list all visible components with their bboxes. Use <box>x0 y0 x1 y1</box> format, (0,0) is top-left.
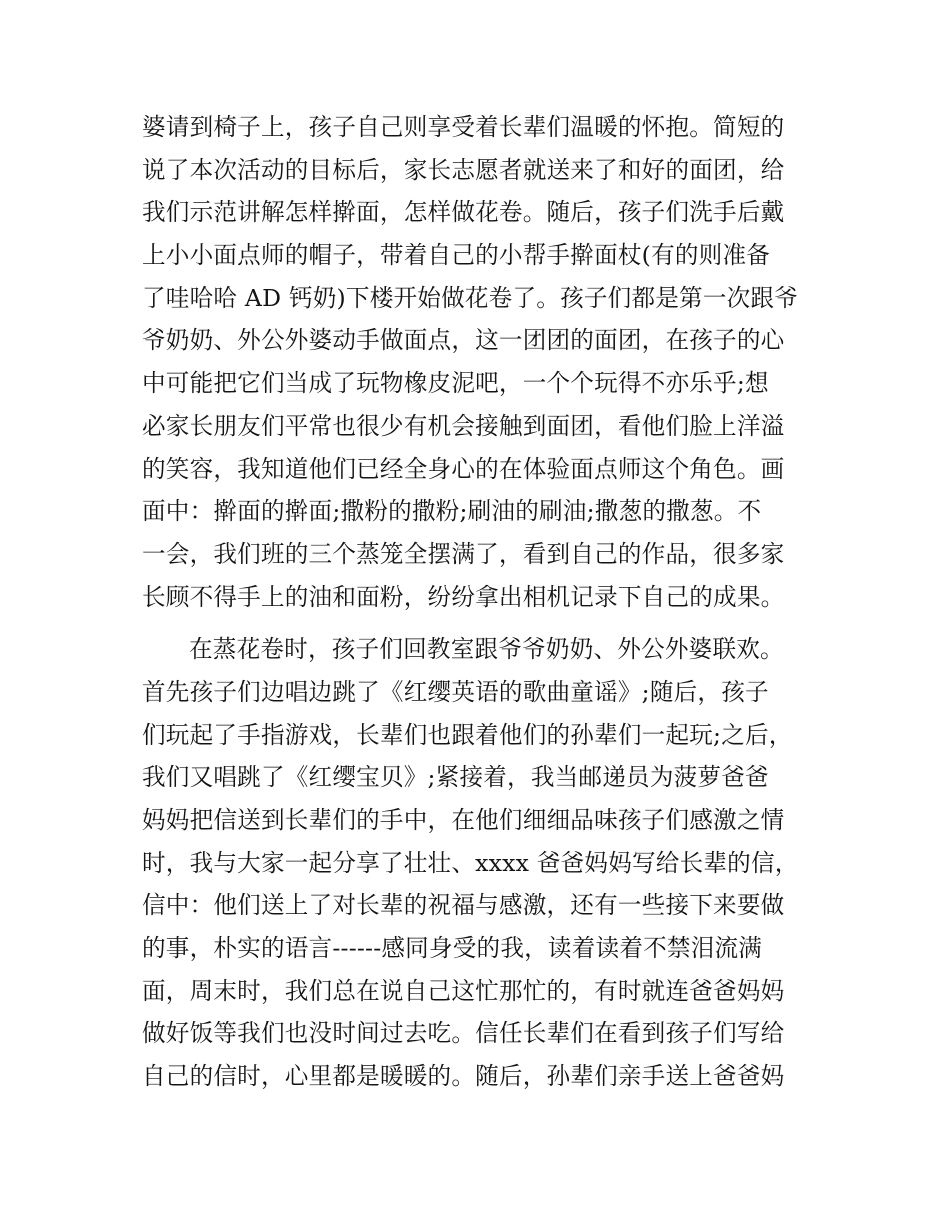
paragraph-line: 时，我与大家一起分享了壮壮、xxxx 爸爸妈妈写给长辈的信， <box>142 848 799 877</box>
paragraph-line: 说了本次活动的目标后，家长志愿者就送来了和好的面团，给 <box>142 155 785 184</box>
paragraph-line: 的事，朴实的语言------感同身受的我，读着读着不禁泪流满 <box>142 934 763 963</box>
paragraph-line: 一会，我们班的三个蒸笼全摆满了，看到自己的作品，很多家 <box>142 539 785 568</box>
paragraph-line-indented: 在蒸花卷时，孩子们回教室跟爷爷奶奶、外公外婆联欢。 <box>189 635 784 664</box>
paragraph-line: 长顾不得手上的油和面粉，纷纷拿出相机记录下自己的成果。 <box>142 582 785 611</box>
paragraph-line: 中可能把它们当成了玩物橡皮泥吧，一个个玩得不亦乐乎;想 <box>142 369 769 398</box>
paragraph-2 <box>142 628 814 1098</box>
paragraph-line: 们玩起了手指游戏，长辈们也跟着他们的孙辈们一起玩;之后， <box>142 720 793 749</box>
document-body <box>142 106 814 1098</box>
paragraph-line: 的笑容，我知道他们已经全身心的在体验面点师这个角色。画 <box>142 454 785 483</box>
paragraph-line: 自己的信时，心里都是暖暖的。随后，孙辈们亲手送上爸爸妈 <box>142 1062 785 1091</box>
paragraph-line: 信中：他们送上了对长辈的祝福与感激，还有一些接下来要做 <box>142 891 785 920</box>
paragraph-line: 面，周末时，我们总在说自己这忙那忙的，有时就连爸爸妈妈 <box>142 976 785 1005</box>
paragraph-line: 我们示范讲解怎样擀面，怎样做花卷。随后，孩子们洗手后戴 <box>142 198 785 227</box>
paragraph-line: 做好饭等我们也没时间过去吃。信任长辈们在看到孩子们写给 <box>142 1019 785 1048</box>
paragraph-line: 了哇哈哈 AD 钙奶)下楼开始做花卷了。孩子们都是第一次跟爷 <box>142 283 799 312</box>
paragraph-line: 我们又唱跳了《红缨宝贝》;紧接着，我当邮递员为菠萝爸爸 <box>142 763 769 792</box>
paragraph-line: 必家长朋友们平常也很少有机会接触到面团，看他们脸上洋溢 <box>142 411 785 440</box>
paragraph-line: 上小小面点师的帽子，带着自己的小帮手擀面杖(有的则准备 <box>142 241 771 270</box>
paragraph-line: 首先孩子们边唱边跳了《红缨英语的歌曲童谣》;随后，孩子 <box>142 677 769 706</box>
paragraph-line: 妈妈把信送到长辈们的手中，在他们细细品味孩子们感激之情 <box>142 806 785 834</box>
paragraph-line: 婆请到椅子上，孩子自己则享受着长辈们温暖的怀抱。简短的 <box>142 113 785 141</box>
paragraph-line: 面中：擀面的擀面;撒粉的撒粉;刷油的刷油;撒葱的撒葱。不 <box>142 497 762 526</box>
paragraph-line: 爷奶奶、外公外婆动手做面点，这一团团的面团，在孩子的心 <box>142 326 785 355</box>
paragraph-1 <box>142 106 814 618</box>
